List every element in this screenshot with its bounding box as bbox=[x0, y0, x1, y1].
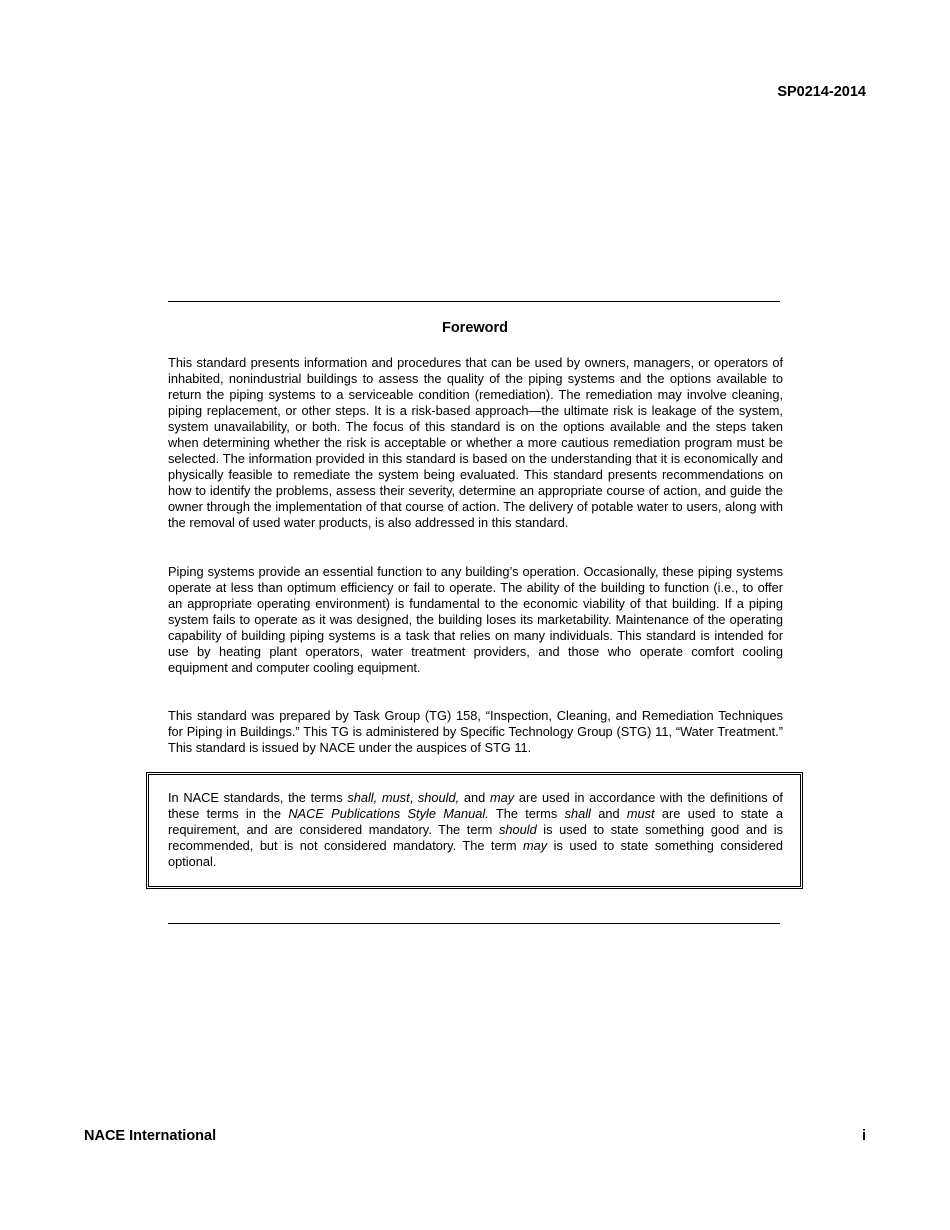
document-id: SP0214-2014 bbox=[777, 84, 866, 100]
top-divider bbox=[168, 301, 780, 302]
section-title: Foreword bbox=[441, 320, 509, 336]
terms-notice-text: In NACE standards, the terms shall, must, should, and may are used in accordance with the definitions of these terms in the NACE Publications Style Manual. The terms shall and must are used to state a requirement, and are considered mandatory. The term should is used to state something good and is recommended, but is not considered mandatory. The term may is used to state something considered optional. bbox=[168, 790, 784, 869]
terms-notice-box bbox=[146, 772, 803, 889]
page-number: i bbox=[861, 1128, 866, 1144]
footer-organization: NACE International bbox=[84, 1128, 217, 1144]
foreword-paragraph-2: Piping systems provide an essential function to any building’s operation. Occasionally, these piping systems operate at less than optimum efficiency or fail to operate. The ability of the building to function (i.e., to offer an appropriate operating environment) is fundamental to the economic viability of that building. If a piping system fails to operate as it was designed, the building loses its marketability. Maintenance of the operating capability of building piping systems is a task that relies on many individuals. This standard is intended for use by heating plant operators, water treatment providers, and those who operate comfort cooling equipment and computer cooling equipment. bbox=[168, 564, 783, 675]
bottom-divider bbox=[168, 923, 780, 924]
foreword-paragraph-1: This standard presents information and procedures that can be used by owners, managers, or operators of inhabited, nonindustrial buildings to assess the quality of the piping systems and the options available to return the piping systems to a serviceable condition (remediation). The remediation may involve cleaning, piping replacement, or other steps. It is a risk-based approach—the ultimate risk is leakage of the system, system unavailability, or both. The focus of this standard is on the options available and the steps taken when determining whether the risk is acceptable or whether a more cautious remediation program must be selected. The information provided in this standard is based on the understanding that it is economically and physically feasible to remediate the system being evaluated. This standard presents recommendations on how to identify the problems, assess their severity, determine an appropriate course of action, and guide the owner through the implementation of that course of action. The delivery of potable water to users, along with the removal of used water products, is also addressed in this standard. bbox=[168, 355, 783, 530]
foreword-paragraph-3: This standard was prepared by Task Group (TG) 158, “Inspection, Cleaning, and Remediation Techniques for Piping in Buildings.” This TG is administered by Specific Technology Group (STG) 11, “Water Treatment.” This standard is issued by NACE under the auspices of STG 11. bbox=[168, 708, 783, 755]
